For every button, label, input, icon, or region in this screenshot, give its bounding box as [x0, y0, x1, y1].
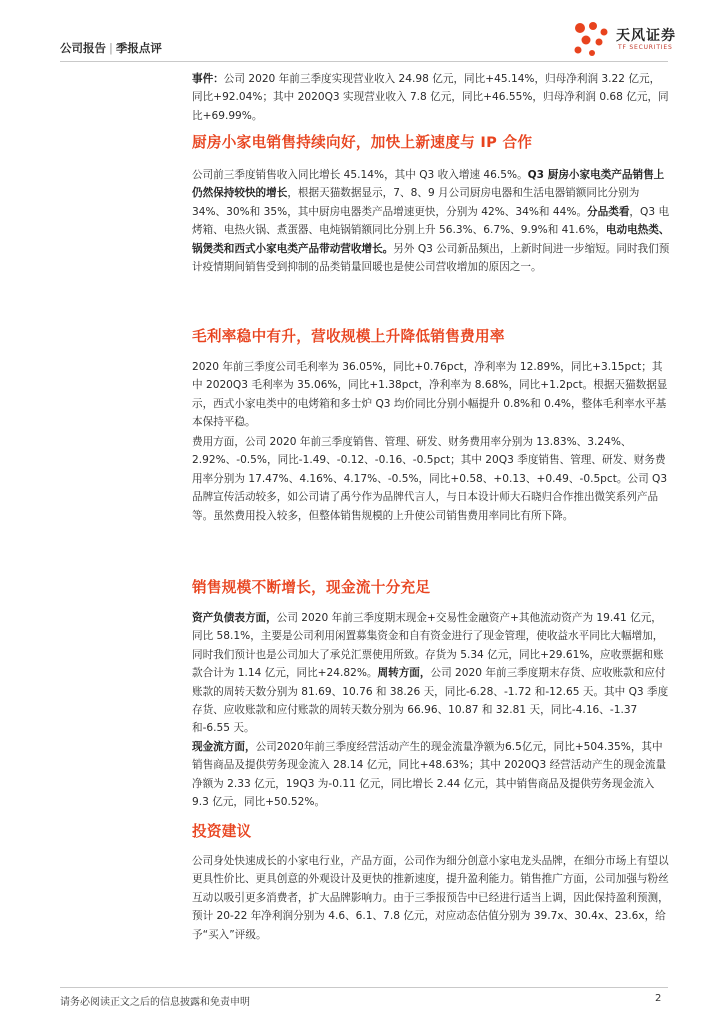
s3-text-d: 公司 2020 年前三季度期末存货、应收账款和应付账款的周转天数分别为 81.69、10.76 和 38.26 天，同比-6.28、-1.72 和-12.65 天。其中 Q3 季度存货、应收账款和应付账款的周转天数分别为 66.96、10.87 和 32.81 天，同比-4.16、-1.37 和-6.55 天。 — [192, 667, 669, 735]
s1-bold-b: Q3 厨房小家电类产品销售上仍然保持较快的增长 — [192, 169, 665, 200]
section-heading-cash-flow: 销售规模不断增长，现金流十分充足 — [192, 579, 431, 596]
s3-bold-p2a: 现金流方面， — [192, 741, 256, 753]
page-number: 2 — [655, 993, 662, 1004]
footer-disclaimer: 请务必阅读正文之后的信息披露和免责申明 — [60, 997, 250, 1008]
brand-name: 天风证券 — [616, 28, 676, 44]
s1-text-e: ，Q3 电烤箱、电热火锅、煮蛋器、电炖锅销额同比分别上升 56.3%、6.7%、9.9%和 41.6%， — [192, 205, 670, 237]
event-text: 公司 2020 年前三季度实现营业收入 24.98 亿元，同比+45.14%，归母净利润 3.22 亿元，同比+92.04%；其中 2020Q3 实现营业收入 7.8 亿元，同比+46.55%，归母净利润 0.68 亿元，同比+69.99%。 — [192, 73, 669, 122]
s3-bold-a: 资产负债表方面， — [192, 612, 277, 624]
section3-paragraph-cash-flow — [192, 738, 670, 812]
header-separator: | — [109, 41, 113, 55]
section4-paragraph: 公司身处快速成长的小家电行业，产品方面，公司作为细分创意小家电龙头品牌，在细分市场上有望以更具性价比、更具创意的外观设计及更快的推新速度，提升盈利能力。销售推广方面，公司加强与粉丝互动以吸引更多消费者，扩大品牌影响力。由于三季报预告中已经进行适当上调，因此保持盈利预测，预计 20-22 年净利润分别为 4.6、6.1、7.8 亿元，对应动态估值分别为 39.7x、30.4x、23.6x，给予“买入”评级。 — [192, 855, 669, 941]
s1-text-g: 另外 Q3 公司新品频出，上新时间进一步缩短。同时我们预计疫情期间销售受到抑制的品类销量回暖也是使公司营收增加的原因之一。 — [192, 242, 670, 274]
section1-paragraph — [192, 166, 670, 276]
section-heading-investment-advice: 投资建议 — [192, 823, 252, 840]
s1-text-a: 公司前三季度销售收入同比增长 45.14%，其中 Q3 收入增速 46.5%。 — [192, 169, 528, 181]
footer-rule — [60, 987, 668, 988]
s1-text-c: ，根据天猫数据显示，7、8、9 月公司厨房电器和生活电器销额同比分别为 34%、30%和 35%，其中厨房电器类产品增速更快，分别为 42%、34%和 44%。 — [192, 187, 640, 218]
s3-text-p2b: 公司2020年前三季度经营活动产生的现金流量净额为6.5亿元，同比+504.35%，其中销售商品及提供劳务现金流入 28.14 亿元，同比+48.63%；其中 2020Q3 经营活动产生的现金流量净额为 2.33 亿元，19Q3 为-0.11 亿元，同比增长 2.44 亿元，其中销售商品及提供劳务现金流入 9.3 亿元，同比+50.52%。 — [192, 741, 667, 809]
event-label: 事件： — [192, 73, 224, 85]
brand-subtitle: TF SECURITIES — [618, 44, 673, 51]
section-heading-gross-margin: 毛利率稳中有升，营收规模上升降低销售费用率 — [192, 328, 505, 345]
section2-paragraph-expenses: 费用方面，公司 2020 年前三季度销售、管理、研发、财务费用率分别为 13.83%、3.24%、2.92%、-0.5%，同比-1.49、-0.12、-0.16、-0.5pct；其中 20Q3 季度销售、管理、研发、财务费用率分别为 17.47%、4.16%、4.17%、-0.5%，同比+0.58、+0.13、+0.49、-0.5pct。公司 Q3 品牌宣传活动较多，如公司请了禹兮作为品牌代言人，与日本设计师大石晓归合作推出微笑系列产品等。虽然费用投入较多，但整体销售规模的上升使公司销售费用率同比有所下降。 — [192, 436, 668, 522]
s1-bold-f: 电动电热类、锅煲类和西式小家电类产品带动营收增长。 — [192, 224, 670, 255]
s3-text-b: 公司 2020 年前三季度期末现金+交易性金融资产+其他流动资产为 19.41 亿元，同比 58.1%，主要是公司利用闲置募集资金和自有资金进行了现金管理，使收益水平同比大幅增加，同时我们预计也是公司加大了承兑汇票使用所致。存货为 5.34 亿元，同比+29.61%，应收票据和账款合计为 1.14 亿元，同比+24.82%。 — [192, 612, 664, 680]
section3-paragraph-balance-sheet — [192, 609, 670, 738]
report-type: 公司报告 — [60, 41, 106, 55]
section2-paragraph-margin: 2020 年前三季度公司毛利率为 36.05%，同比+0.76pct，净利率为 12.89%，同比+3.15pct；其中 2020Q3 毛利率为 35.06%，同比+1.38pct，净利率为 8.68%，同比+1.2pct。根据天猫数据显示，西式小家电类中的电烤箱和多士炉 Q3 均价同比分别小幅提升 0.8%和 0.4%，整体毛利率水平基本保持平稳。 — [192, 361, 668, 429]
s1-bold-d: 分品类看 — [587, 205, 630, 218]
event-paragraph — [192, 70, 670, 125]
section-heading-kitchen-appliances: 厨房小家电销售持续向好，加快上新速度与 IP 合作 — [192, 134, 533, 151]
report-category — [60, 40, 162, 56]
s3-bold-c: 周转方面， — [377, 667, 431, 680]
header-rule — [60, 61, 668, 62]
report-subtype: 季报点评 — [115, 41, 162, 55]
